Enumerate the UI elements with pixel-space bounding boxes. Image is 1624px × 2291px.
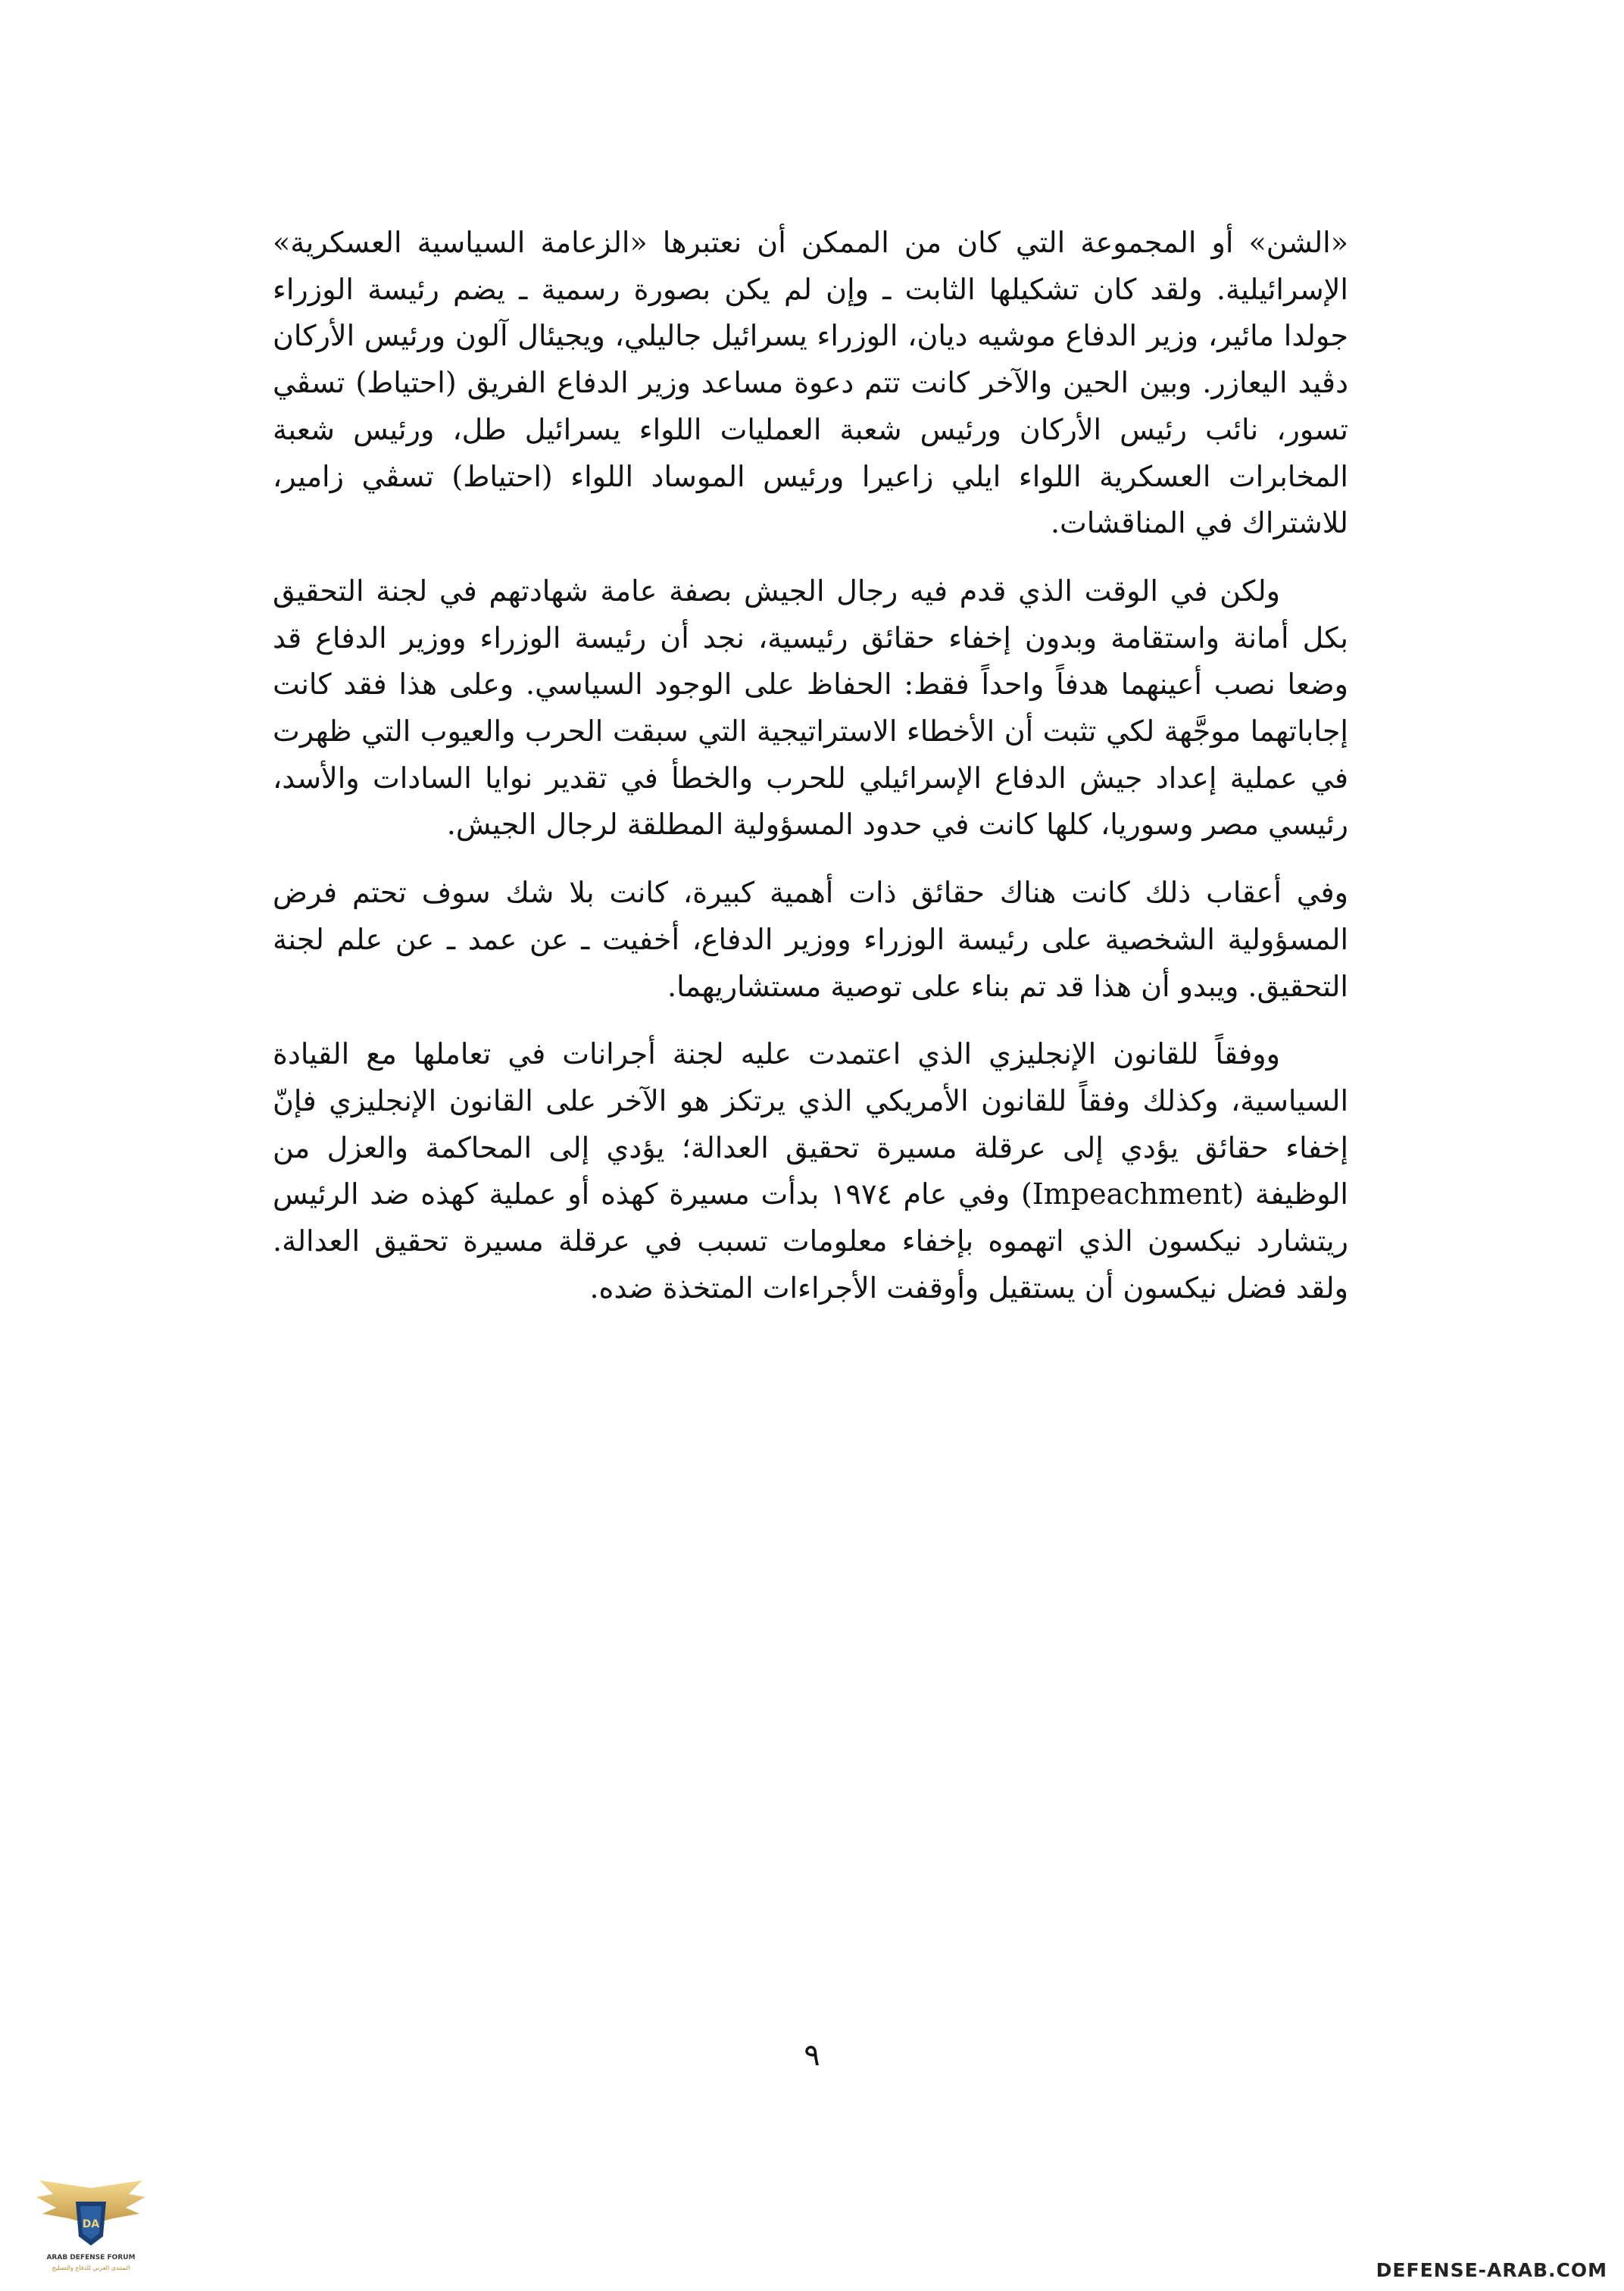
paragraph-2: ولكن في الوقت الذي قدم فيه رجال الجيش بصفة عامة شهادتهم في لجنة التحقيق بكل أمانة واستقامة وبدون إخفاء حقائق رئيسية، نجد أن رئيسة الوزراء ووزير الدفاع قد وضعا نصب أعينهما هدفاً واحداً فقط: الحفاظ على الوجود السياسي. وعلى هذا فقد كانت إجاباتهما موجَّهة لكي تثبت أن الأخطاء الاستراتيجية التي سبقت الحرب والعيوب التي ظهرت في عملية إعداد جيش الدفاع الإسرائيلي للحرب والخطأ في تقدير نوايا السادات والأسد، رئيسي مصر وسوريا، كلها كانت في حدود المسؤولية المطلقة لرجال الجيش. [273, 574, 1348, 842]
eagle-emblem-icon [30, 2174, 151, 2277]
paragraph-3: وفي أعقاب ذلك كانت هناك حقائق ذات أهمية كبيرة، كانت بلا شك سوف تحتم فرض المسؤولية الشخصية على رئيسة الوزراء ووزير الدفاع، أخفيت ـ عن عمد ـ عن علم لجنة التحقيق. ويبدو أن هذا قد تم بناء على توصية مستشاريهما. [273, 876, 1348, 1003]
page-body [273, 220, 1348, 1333]
watermark-site-url: DEFENSE-ARAB.COM [1376, 2259, 1607, 2281]
arab-defense-forum-logo [30, 2174, 151, 2277]
logo-caption-en: ARAB DEFENSE FORUM [46, 2254, 136, 2261]
svg-text:DA: DA [82, 2218, 100, 2230]
paragraph-4: ووفقاً للقانون الإنجليزي الذي اعتمدت عليه لجنة أجرانات في تعاملها مع القيادة السياسية، وكذلك وفقاً للقانون الأمريكي الذي يرتكز هو الآخر على القانون الإنجليزي فإنّ إخفاء حقائق يؤدي إلى عرقلة مسيرة تحقيق العدالة؛ يؤدي إلى المحاكمة والعزل من الوظيفة (Impeachment) وفي عام ١٩٧٤ بدأت مسيرة كهذه أو عملية كهذه ضد الرئيس ريتشارد نيكسون الذي اتهموه بإخفاء معلومات تسبب في عرقلة مسيرة تحقيق العدالة. ولقد فضل نيكسون أن يستقيل وأوقفت الأجراءات المتخذة ضده. [273, 1037, 1348, 1305]
logo-caption-ar: المنتدى العربي للدفاع والتسليح [52, 2264, 130, 2271]
page-number: ٩ [804, 2038, 820, 2073]
paragraph-1: «الشن» أو المجموعة التي كان من الممكن أن نعتبرها «الزعامة السياسية العسكرية» الإسرائيلية. ولقد كان تشكيلها الثابت ـ وإن لم يكن بصورة رسمية ـ يضم رئيسة الوزراء جولدا مائير، وزير الدفاع موشيه ديان، الوزراء يسرائيل جاليلي، ويجيئال آلون ورئيس الأركان دڤيد اليعازر. وبين الحين والآخر كانت تتم دعوة مساعد وزير الدفاع الفريق (احتياط) تسڤي تسور، نائب رئيس الأركان ورئيس شعبة العمليات اللواء يسرائيل طل، ورئيس شعبة المخابرات العسكرية اللواء ايلي زاعيرا ورئيس الموساد اللواء (احتياط) تسڤي زامير، للاشتراك في المناقشات. [273, 226, 1348, 540]
